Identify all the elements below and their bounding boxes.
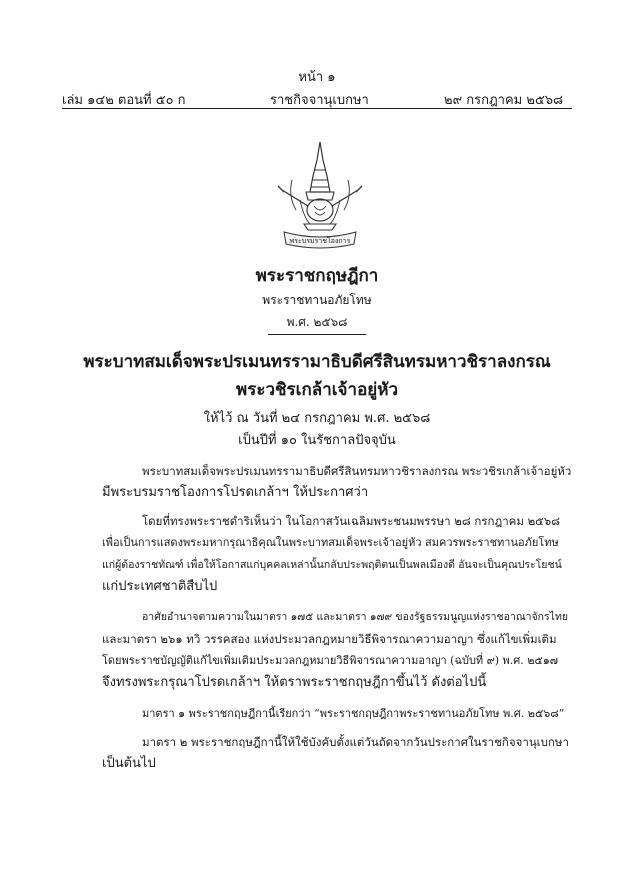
emblem-icon xyxy=(270,140,370,250)
page-number: หน้า ๑ xyxy=(298,70,336,85)
paragraph-line: อาศัยอำนาจตามความในมาตรา ๑๗๕ และมาตรา ๑๗๙ ของรัฐธรรมนูญแห่งราชอาณาจักรไทย xyxy=(142,611,569,623)
decree-year: พ.ศ. ๒๕๖๘ xyxy=(286,315,348,329)
paragraph-line: มาตรา ๒ พระราชกฤษฎีกานี้ให้ใช้บังคับตั้งแต่วันถัดจากวันประกาศในราชกิจจานุเบกษา xyxy=(142,735,569,749)
paragraph-line: แก่ผู้ต้องราชทัณฑ์ เพื่อให้โอกาสแก่บุคคลเหล่านั้นกลับประพฤติตนเป็นพลเมืองดี อันจะเป็นคุณประโยชน์ xyxy=(102,559,562,571)
title-rule xyxy=(268,334,366,335)
paragraph-line: มาตรา ๑ พระราชกฤษฎีกานี้เรียกว่า “พระราชกฤษฎีกาพระราชทานอภัยโทษ พ.ศ. ๒๕๖๘” xyxy=(142,707,565,720)
paragraph-proclamation xyxy=(102,460,572,504)
paragraph-line: เป็นต้นไป xyxy=(102,756,156,771)
volume-issue: เล่ม ๑๔๒ ตอนที่ ๕๐ ก xyxy=(62,93,186,108)
decree-title: พระราชกฤษฎีกา xyxy=(255,266,379,286)
paragraph-line: พระบาทสมเด็จพระปรเมนทรรามาธิบดีศรีสินทรมหาวชิราลงกรณ พระวชิรเกล้าเจ้าอยู่หัว xyxy=(142,464,572,478)
paragraph-authority xyxy=(102,606,572,694)
paragraph-line: จึงทรงพระกรุณาโปรดเกล้าฯ ให้ตราพระราชกฤษฎีกาขึ้นไว้ ดังต่อไปนี้ xyxy=(102,675,487,690)
paragraph-line: มีพระบรมราชโองการโปรดเกล้าฯ ให้ประกาศว่า xyxy=(102,485,369,500)
section-2 xyxy=(102,731,572,775)
paragraph-reason xyxy=(102,510,572,598)
emblem-banner-text: พระบรมราชโองการ xyxy=(289,237,351,245)
royal-garuda-emblem xyxy=(270,140,370,250)
header-rule xyxy=(62,108,572,109)
gazette-date: ๒๙ กรกฎาคม ๒๕๖๘ xyxy=(444,93,564,108)
reign-year: เป็นปีที่ ๑๐ ในรัชกาลปัจจุบัน xyxy=(238,433,396,448)
paragraph-line: โดยที่ทรงพระราชดำริเห็นว่า ในโอกาสวันเฉลิมพระชนมพรรษา ๒๘ กรกฎาคม ๒๕๖๘ xyxy=(142,514,561,528)
section-1 xyxy=(102,703,572,725)
decree-subtitle: พระราชทานอภัยโทษ xyxy=(262,293,372,307)
given-date: ให้ไว้ ณ วันที่ ๒๔ กรกฎาคม พ.ศ. ๒๕๖๘ xyxy=(203,411,431,426)
paragraph-line: แก่ประเทศชาติสืบไป xyxy=(102,579,218,594)
king-name-line1: พระบาทสมเด็จพระปรเมนทรรามาธิบดีศรีสินทรมหาวชิราลงกรณ xyxy=(83,352,551,372)
king-name-line2: พระวชิรเกล้าเจ้าอยู่หัว xyxy=(236,380,398,400)
paragraph-line: โดยพระราชบัญญัติแก้ไขเพิ่มเติมประมวลกฎหมายวิธีพิจารณาความอาญา (ฉบับที่ ๙) พ.ศ. ๒๕๑๗ xyxy=(102,654,559,667)
paragraph-line: เพื่อเป็นการแสดงพระมหากรุณาธิคุณในพระบาทสมเด็จพระเจ้าอยู่หัว สมควรพระราชทานอภัยโทษ xyxy=(102,536,559,549)
gazette-name: ราชกิจจานุเบกษา xyxy=(270,93,369,108)
paragraph-line: และมาตรา ๒๖๑ ทวิ วรรคสอง แห่งประมวลกฎหมายวิธีพิจารณาความอาญา ซึ่งแก้ไขเพิ่มเติม xyxy=(102,632,557,646)
